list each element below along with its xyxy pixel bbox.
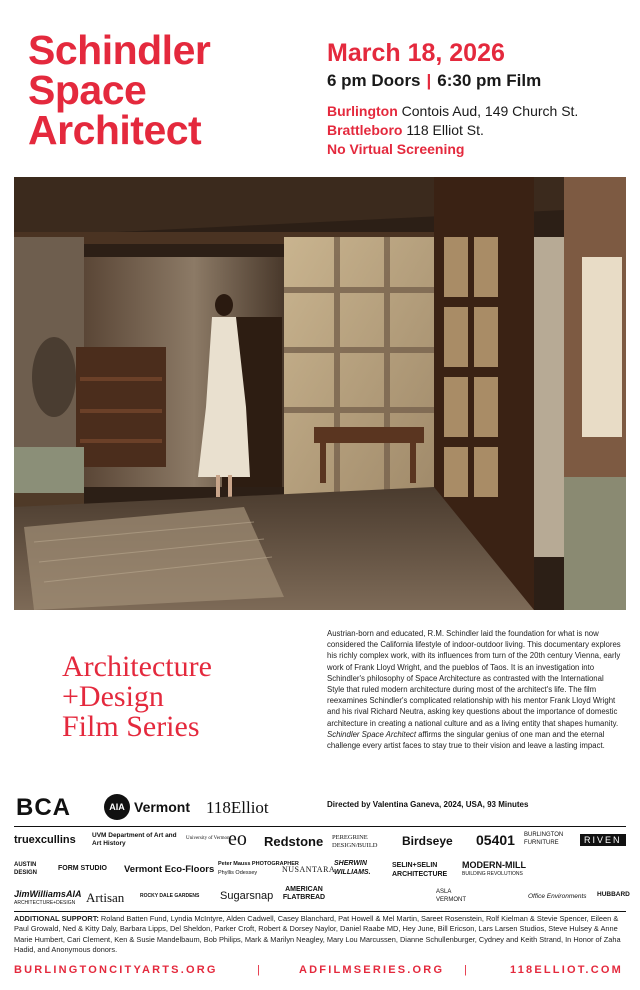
series-line: +Design xyxy=(62,680,164,713)
event-info xyxy=(327,38,627,159)
event-times xyxy=(327,69,627,93)
sponsor-american-flatbread: AMERICAN FLATBREAD xyxy=(282,886,326,901)
sponsor-uvm: University of Vermont xyxy=(186,836,231,841)
sponsor-nusantara: NUSANTARA xyxy=(282,865,336,874)
sponsor-peregrine: PEREGRINE DESIGN/BUILD xyxy=(332,834,378,849)
divider xyxy=(14,826,626,827)
location-city: Burlington xyxy=(327,103,398,119)
sponsor-eo: eo xyxy=(228,828,247,850)
series-line: Architecture xyxy=(62,650,212,683)
description-text: affirms the singular genius of one man and the eternal challenge every artist faces to stay true to their vision and leave a lasting impact. xyxy=(327,729,605,751)
event-date: March 18, 2026 xyxy=(327,39,505,67)
sponsor-05401: 05401 xyxy=(476,832,515,848)
film-time: 6:30 pm Film xyxy=(437,71,542,90)
sponsor-austin-design: AUSTIN DESIGN xyxy=(14,862,38,876)
sponsor-peter-mauss: Peter Mauss PHOTOGRAPHER xyxy=(218,861,299,867)
sponsor-sherwin-williams: SHERWIN WILLIAMS. xyxy=(334,860,371,876)
location-venue: Contois Aud, 149 Church St. xyxy=(401,103,579,119)
sponsor-redstone: Redstone xyxy=(264,834,324,849)
doors-time: 6 pm Doors xyxy=(327,71,421,90)
sponsor-phyllis-odessey: Phyllis Odessey xyxy=(218,870,258,876)
sponsor-jim-williams: JimWilliamsAIA xyxy=(14,889,82,899)
additional-support xyxy=(14,914,626,956)
footer-link-burlingtoncityarts[interactable]: BURLINGTONCITYARTS.ORG xyxy=(14,964,218,976)
aia-logo-mark: AIA xyxy=(104,794,130,820)
sponsor-jim-williams-sub: ARCHITECTURE+DESIGN xyxy=(14,900,76,906)
sponsor-selin-selin: SELIN+SELIN ARCHITECTURE xyxy=(392,862,448,878)
series-logo xyxy=(62,652,302,742)
sponsor-form-studio: FORM STUDIO xyxy=(58,865,107,872)
sponsor-rocky-dale: ROCKY DALE GARDENS xyxy=(140,893,200,899)
film-title xyxy=(28,27,318,153)
footer-separator: | xyxy=(464,964,467,976)
film-description xyxy=(327,628,623,751)
bca-logo: BCA xyxy=(16,794,71,821)
film-title-line: Schindler xyxy=(28,27,211,73)
footer-link-118elliot[interactable]: 118ELLIOT.COM xyxy=(510,964,623,976)
film-title-line: Architect xyxy=(28,107,202,153)
film-still-illustration xyxy=(14,177,626,610)
sponsor-truexcullins: truexcullins xyxy=(14,834,76,846)
series-line: Film Series xyxy=(62,710,200,743)
sponsor-sugarsnap: Sugarsnap xyxy=(220,890,274,902)
sponsor-hubbard: HUBBARD xyxy=(597,891,630,898)
presenter-logos xyxy=(14,792,314,822)
location-brattleboro xyxy=(327,121,627,140)
footer-links xyxy=(14,962,626,978)
footer-separator: | xyxy=(257,964,260,976)
event-locations xyxy=(327,102,627,159)
additional-support-label: ADDITIONAL SUPPORT: xyxy=(14,914,99,923)
sponsor-modern-mill: MODERN-MILL xyxy=(462,860,526,870)
sponsor-office-environments: Office Environments xyxy=(528,893,587,900)
sponsor-birdseye: Birdseye xyxy=(402,834,453,848)
footer-link-adfilmseries[interactable]: ADFILMSERIES.ORG xyxy=(299,964,445,976)
film-title-line: Space xyxy=(28,67,147,113)
virtual-note: No Virtual Screening xyxy=(327,141,465,157)
sponsor-vermont-eco-floors: Vermont Eco-Floors xyxy=(124,864,215,875)
location-burlington xyxy=(327,102,627,121)
description-text: Austrian-born and educated, R.M. Schindler laid the foundation for what is now considered the California lifestyle of indoor-outdoor living. This documentary explores his richly complex work, with its influences from turn of the 20th century Vienna, early work of Frank Lloyd Wright, and the pueblos of Taos. It is an investigation into Schindler's philosophy of Space Architecture as contrasted with the International Style that ruled modern architecture during most of the architect's life. The film reexamines Schindler's complicated relationship with his mentor Frank Lloyd Wright and his rival Richard Neutra, asking key questions about the importance of domestic architecture in creating a national culture and as a living entity that shapes humanity. xyxy=(327,629,621,728)
film-still-image xyxy=(14,177,626,610)
time-separator: | xyxy=(426,71,432,90)
sponsor-building-revolutions: BUILDING REVOLUTIONS xyxy=(462,871,523,877)
sponsor-asla: ASLA VERMONT xyxy=(436,889,466,903)
elliot-logo: 118Elliot xyxy=(206,798,269,817)
location-city: Brattleboro xyxy=(327,122,403,138)
description-title: Schindler Space Architect xyxy=(327,729,416,739)
divider xyxy=(14,911,626,912)
sponsor-riven: RIVEN xyxy=(580,834,626,846)
sponsor-burlington-furniture: BURLINGTON FURNITURE xyxy=(524,832,564,846)
location-venue: 118 Elliot St. xyxy=(406,122,484,138)
sponsor-uvm-art: UVM Department of Art and Art History xyxy=(92,832,177,847)
sponsor-artisan: Artisan xyxy=(86,890,125,905)
aia-vermont-label: Vermont xyxy=(134,799,191,815)
additional-support-text: Roland Batten Fund, Lyndia McIntyre, Alden Cadwell, Casey Blanchard, Pat Howell & Mel Martin, Sareet Rosenstein, Rolf Kielman & Stevie Spencer, Eileen & Paul Growald, Ned & Kitty Daly, Barbara Lipps, Del Sheldon, Parker Croft, Robert & Dorsey Naylor, Daniel Raabe MD, Hey June, Bill Ericson, Lars Larsen Studios, Steve Hulsey & Anne Marie Humbert, Cari Clement, Ken & Susie Mandelbaum, Bob Philips, Mark & Marilyn Neagley, Mary Lou Marcussen, Dianne Schullenburger, Cydney and Keith Strand, In Honor of Zaha Hadid, and Anonymous donors. xyxy=(14,914,621,955)
director-credit: Directed by Valentina Ganeva, 2024, USA, 93 Minutes xyxy=(327,800,529,809)
